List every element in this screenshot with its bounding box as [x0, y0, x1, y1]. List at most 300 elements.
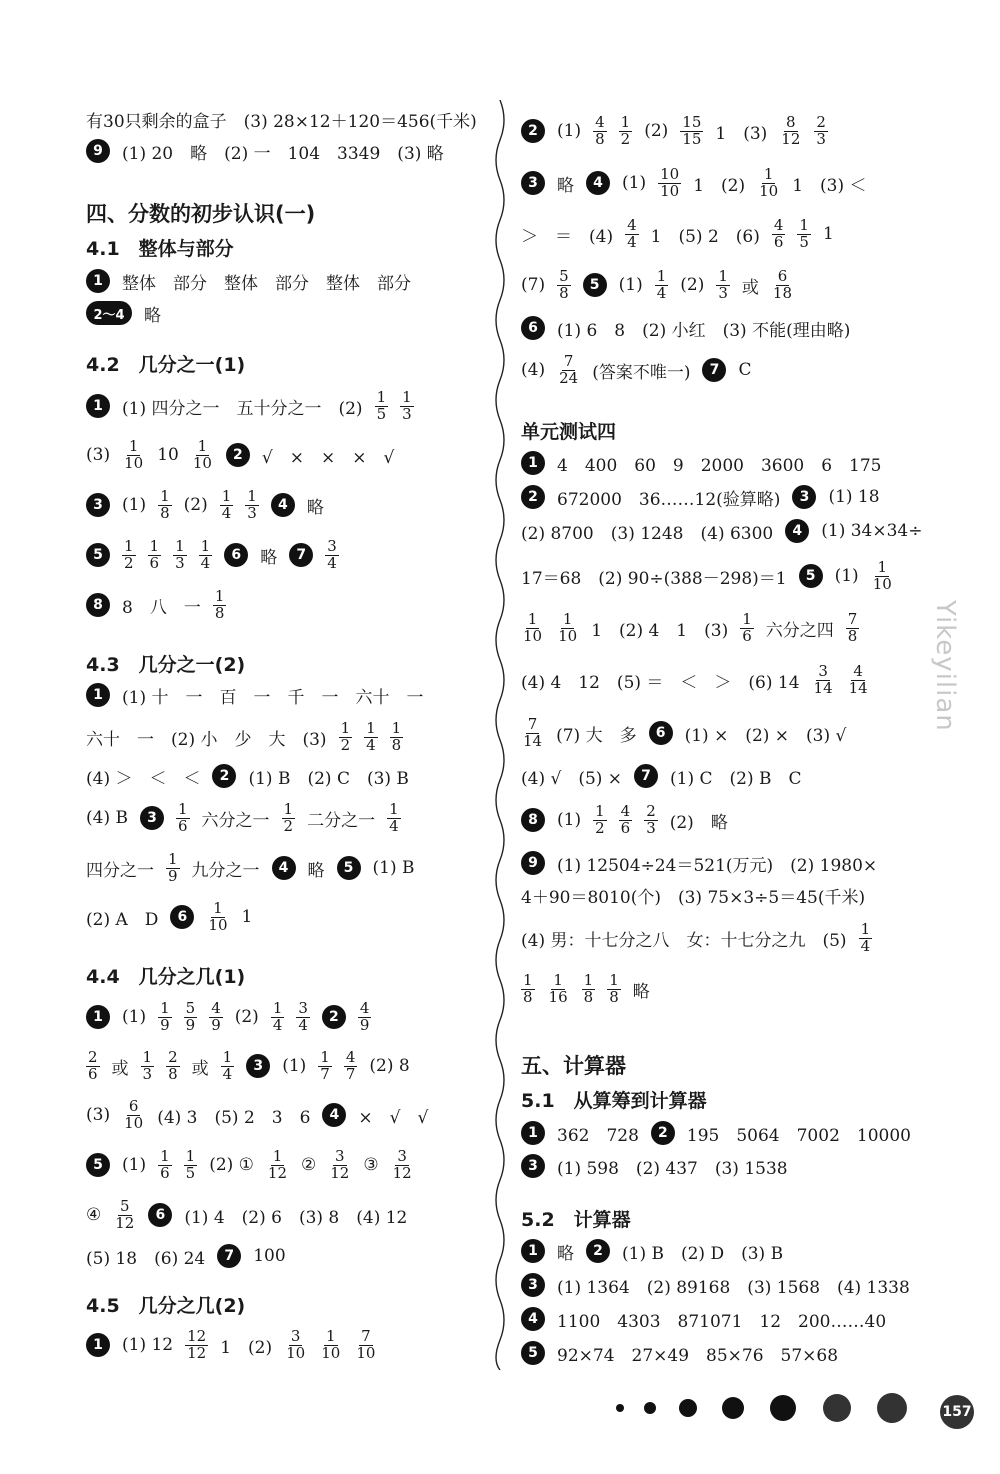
fraction-numerator: 1	[595, 802, 605, 821]
fraction-numerator: 1	[177, 800, 188, 819]
fraction-denominator: 9	[359, 1015, 370, 1034]
answer-text: (4) ＞ ＜ ＜	[86, 768, 201, 789]
answer-line	[521, 106, 840, 156]
question-number-badge: 4	[785, 519, 809, 543]
answer-text: (4) √ (5) ×	[521, 768, 623, 789]
page-number: 157	[940, 1395, 974, 1429]
question-number-badge: 8	[86, 593, 110, 617]
fraction-numerator: 1	[325, 1327, 336, 1346]
fraction-denominator: 7	[320, 1064, 330, 1083]
fraction	[757, 167, 780, 199]
question-number-badge: 2	[212, 764, 236, 788]
question-number-badge: 2	[322, 1005, 346, 1029]
answer-line	[86, 530, 351, 580]
answer-text: (2) ①	[209, 1155, 254, 1175]
fraction	[556, 612, 579, 644]
answer-text: 九分之一	[191, 860, 260, 881]
fraction-numerator: 1	[742, 610, 752, 629]
fraction	[122, 539, 136, 571]
answer-text: 整体 部分 整体 部分 整体 部分	[122, 273, 411, 294]
fraction	[400, 390, 414, 422]
fraction	[122, 1099, 145, 1131]
answer-text: (1)	[282, 1056, 307, 1076]
fraction-numerator: 1	[402, 388, 412, 407]
fraction-numerator: 4	[627, 216, 637, 235]
answer-text: 二分之一	[307, 810, 376, 831]
answer-text: 或	[111, 1058, 129, 1079]
section-heading: 四、分数的初步认识(一)	[86, 202, 316, 226]
answer-text: (2)	[644, 121, 669, 141]
answer-text: ④	[86, 1205, 102, 1225]
fraction	[619, 115, 633, 147]
answer-text: 1 (5) 2 (6)	[650, 226, 760, 247]
fraction-denominator: 10	[192, 453, 212, 472]
fraction	[375, 390, 389, 422]
fraction-denominator: 7	[345, 1064, 356, 1083]
subsection-heading: 5.2 计算器	[521, 1208, 631, 1231]
fraction	[284, 1329, 307, 1361]
answer-line	[521, 158, 879, 208]
fraction	[390, 721, 404, 753]
fraction	[521, 717, 544, 749]
fraction-numerator: 1	[168, 850, 178, 869]
fraction-numerator: 1	[160, 487, 170, 506]
fraction-numerator: 2	[816, 113, 826, 132]
fraction	[358, 1001, 372, 1033]
answer-line	[86, 1231, 298, 1281]
fraction	[213, 589, 227, 621]
answer-text: 100	[253, 1246, 286, 1266]
answer-line	[86, 288, 173, 338]
fraction-numerator: 3	[290, 1327, 301, 1346]
fraction-denominator: 12	[267, 1163, 288, 1182]
fraction-denominator: 12	[781, 129, 801, 148]
fraction	[141, 1050, 155, 1082]
fraction	[716, 269, 730, 301]
question-number-badge: 4	[586, 171, 610, 195]
fraction-denominator: 2	[595, 818, 605, 837]
answer-text: × √ √	[358, 1107, 429, 1128]
fraction	[158, 1001, 172, 1033]
fraction	[166, 1050, 180, 1082]
fraction-numerator: 3	[818, 662, 828, 681]
fraction-numerator: 4	[345, 1048, 356, 1067]
answer-text: (1)	[834, 566, 859, 586]
fraction-numerator: 1	[620, 113, 631, 132]
answer-text: (1) 12504÷24＝521(万元) (2) 1980×	[557, 855, 878, 876]
fraction-numerator: 2	[168, 1048, 178, 1067]
question-number-badge: 8	[521, 808, 545, 832]
answer-text: 362 728	[557, 1125, 639, 1146]
answer-text: (1) B (2) C (3) B	[248, 768, 409, 789]
fraction-denominator: 6	[177, 816, 188, 835]
fraction-denominator: 2	[340, 735, 351, 754]
fraction-denominator: 4	[221, 503, 232, 522]
question-number-badge: 4	[322, 1103, 346, 1127]
fraction-denominator: 3	[142, 1064, 153, 1083]
answer-text: (1) 十 一 百 一 千 一 六十 一	[122, 687, 424, 708]
question-number-badge: 2	[521, 119, 545, 143]
answer-text: 1 (3) ＜	[792, 175, 867, 196]
answer-text: (4) 4 12 (5) ＝ ＜ ＞ (6) 14	[521, 672, 800, 693]
question-number-badge: 5	[799, 564, 823, 588]
fraction-numerator: 1	[142, 1048, 153, 1067]
fraction	[680, 115, 703, 147]
question-number-badge: 3	[86, 493, 110, 517]
answer-text: 1100 4303 871071 12 200……40	[557, 1311, 887, 1332]
question-number-badge: 6	[170, 905, 194, 929]
fraction-numerator: 1	[175, 537, 185, 556]
fraction-numerator: 1	[214, 587, 225, 606]
answer-text: (7) 大 多	[556, 725, 637, 746]
fraction-numerator: 3	[335, 1147, 345, 1166]
subsection-heading: 4.5 几分之几(2)	[86, 1294, 246, 1317]
fraction	[619, 804, 633, 836]
fraction-numerator: 10	[660, 165, 680, 184]
answer-text: 1 (2) 4 1 (3)	[591, 620, 729, 641]
answer-text: (5) 18 (6) 24	[86, 1248, 206, 1269]
fraction	[521, 612, 544, 644]
fraction-denominator: 8	[847, 626, 858, 645]
question-number-badge: 6	[148, 1203, 172, 1227]
answer-text: ②	[301, 1155, 317, 1175]
fraction-numerator: 7	[563, 352, 574, 371]
fraction-numerator: 7	[527, 715, 538, 734]
fraction-denominator: 4	[656, 283, 667, 302]
answer-text: (1) 598 (2) 437 (3) 1538	[557, 1158, 788, 1179]
fraction-denominator: 4	[860, 936, 871, 955]
fraction	[593, 115, 607, 147]
answer-line	[86, 126, 456, 176]
fraction	[318, 1050, 332, 1082]
answer-text: (1) C (2) B C	[670, 768, 802, 789]
fraction-denominator: 6	[160, 1163, 170, 1182]
question-number-badge: 2	[651, 1121, 675, 1145]
fraction-numerator: 5	[559, 267, 569, 286]
fraction-numerator: 1	[222, 1048, 233, 1067]
fraction-denominator: 6	[620, 818, 631, 837]
fraction-denominator: 10	[660, 181, 680, 200]
fraction	[593, 804, 607, 836]
answer-line	[521, 551, 906, 601]
answer-text: 10	[157, 445, 179, 465]
subsection-heading: 4.2 几分之一(1)	[86, 353, 246, 376]
answer-line	[86, 1090, 440, 1140]
fraction	[797, 218, 811, 250]
question-number-badge: 7	[634, 764, 658, 788]
fraction-denominator: 3	[718, 283, 728, 302]
fraction-numerator: 1	[389, 800, 399, 819]
answer-text: (1)	[618, 275, 643, 295]
fraction-denominator: 4	[327, 553, 337, 572]
fraction	[209, 1001, 223, 1033]
fraction-denominator: 14	[523, 731, 543, 750]
fraction	[184, 1001, 198, 1033]
answer-text: (1) 1364 (2) 89168 (3) 1568 (4) 1338	[557, 1277, 910, 1298]
fraction-numerator: 3	[397, 1147, 407, 1166]
fraction-numerator: 1	[247, 487, 257, 506]
fraction	[325, 539, 339, 571]
fraction	[771, 269, 794, 301]
answer-text: (1)	[557, 121, 582, 141]
fraction	[364, 721, 378, 753]
fraction	[812, 664, 835, 696]
fraction	[847, 664, 870, 696]
answer-line	[86, 992, 383, 1042]
question-number-badge: 5	[86, 543, 110, 567]
fraction	[158, 1149, 172, 1181]
fraction-denominator: 8	[609, 987, 619, 1006]
answer-text: (1) B	[372, 858, 415, 878]
fraction	[206, 901, 229, 933]
fraction	[521, 973, 535, 1005]
question-number-badge: 4	[271, 493, 295, 517]
answer-line	[521, 655, 882, 705]
question-number-badge: 4	[521, 1307, 545, 1331]
answer-text: 1	[241, 907, 253, 927]
fraction	[122, 439, 145, 471]
fraction-numerator: 1	[376, 388, 387, 407]
fraction-numerator: 4	[359, 999, 370, 1018]
fraction-denominator: 2	[124, 553, 134, 572]
answer-text: (1) 18	[828, 487, 880, 507]
fraction	[658, 167, 681, 199]
answer-line	[521, 603, 871, 653]
fraction	[344, 1050, 358, 1082]
answer-text: (2) A D	[86, 909, 159, 930]
question-number-badge: 2	[586, 1239, 610, 1263]
fraction-denominator: 10	[523, 626, 543, 645]
answer-text: 六分之一	[201, 810, 270, 831]
answer-text: (2)	[680, 275, 705, 295]
answer-line	[521, 751, 814, 801]
fraction-denominator: 6	[149, 553, 160, 572]
fraction-denominator: 9	[185, 1015, 196, 1034]
answer-text: 略	[144, 305, 161, 326]
decorative-dots	[600, 1380, 990, 1440]
fraction	[191, 439, 214, 471]
fraction	[220, 489, 234, 521]
fraction-numerator: 1	[200, 537, 211, 556]
fraction	[176, 802, 190, 834]
fraction-denominator: 8	[214, 603, 225, 622]
fraction-denominator: 4	[200, 553, 211, 572]
fraction	[282, 802, 296, 834]
fraction	[199, 539, 213, 571]
answer-text: 或	[741, 277, 759, 298]
question-number-badge: 5	[583, 273, 607, 297]
fraction-denominator: 12	[330, 1163, 350, 1182]
fraction-denominator: 9	[168, 866, 178, 885]
question-number-badge: 3	[521, 1154, 545, 1178]
fraction	[655, 269, 669, 301]
question-number-badge: 3	[140, 806, 164, 830]
fraction-denominator: 14	[848, 678, 868, 697]
fraction-denominator: 4	[389, 816, 399, 835]
fraction	[185, 1329, 208, 1361]
fraction-denominator: 10	[321, 1343, 341, 1362]
answer-line	[86, 892, 264, 942]
answer-text: (1)	[622, 173, 647, 193]
fraction-denominator: 3	[247, 503, 257, 522]
answer-text: (2) 8700 (3) 1248 (4) 6300	[521, 523, 774, 544]
question-number-badge: 1	[86, 1333, 110, 1357]
answer-text: 1 (2)	[693, 175, 746, 196]
fraction	[779, 115, 802, 147]
fraction-denominator: 4	[298, 1015, 308, 1034]
fraction-denominator: 6	[88, 1064, 98, 1083]
fraction-numerator: 1	[283, 800, 294, 819]
fraction	[158, 489, 172, 521]
fraction-denominator: 4	[627, 232, 637, 251]
fraction-numerator: 5	[185, 999, 196, 1018]
question-number-badge: 3	[521, 1273, 545, 1297]
fraction-denominator: 8	[595, 129, 605, 148]
fraction-denominator: 8	[523, 987, 533, 1006]
answer-text: 略	[260, 547, 278, 568]
fraction	[547, 973, 570, 1005]
fraction-denominator: 5	[376, 404, 387, 423]
question-number-badge: 1	[86, 394, 110, 418]
fraction	[184, 1149, 198, 1181]
fraction-denominator: 10	[208, 915, 228, 934]
fraction	[557, 354, 580, 386]
question-number-badge: 1	[86, 683, 110, 707]
fraction-numerator: 6	[777, 267, 788, 286]
fraction-numerator: 1	[523, 971, 533, 990]
answer-text: 略	[306, 497, 324, 518]
fraction-numerator: 12	[187, 1327, 207, 1346]
fraction	[221, 1050, 235, 1082]
answer-line	[86, 793, 413, 843]
fraction-denominator: 10	[124, 453, 144, 472]
fraction-numerator: 4	[620, 802, 631, 821]
fraction	[582, 973, 596, 1005]
column-divider	[490, 100, 510, 1370]
fraction-denominator: 24	[559, 368, 579, 387]
question-number-badge: 2～4	[86, 301, 132, 325]
fraction-numerator: 1	[221, 487, 232, 506]
fraction-denominator: 5	[185, 1163, 196, 1182]
fraction	[266, 1149, 289, 1181]
answer-text: (1) 6 8 (2) 小红 (3) 不能(理由略)	[557, 320, 851, 341]
fraction	[846, 612, 860, 644]
fraction-numerator: 1	[213, 899, 223, 918]
answer-text: ③	[363, 1155, 379, 1175]
answer-text: 4 400 60 9 2000 3600 6 175	[557, 455, 882, 476]
fraction-numerator: 1	[763, 165, 774, 184]
answer-line	[86, 843, 427, 893]
fraction	[173, 539, 187, 571]
answer-text: (2) 8	[369, 1056, 410, 1076]
fraction-numerator: 15	[682, 113, 702, 132]
answer-line	[521, 913, 884, 963]
fraction	[271, 1001, 285, 1033]
fraction-numerator: 3	[298, 999, 308, 1018]
answer-text: (1)	[557, 810, 582, 830]
question-number-badge: 9	[521, 851, 545, 875]
subsection-heading: 4.3 几分之一(2)	[86, 653, 246, 676]
answer-text: (1)	[122, 1155, 147, 1175]
fraction-denominator: 12	[392, 1163, 412, 1182]
answer-text: (1) × (2) × (3) √	[684, 725, 847, 746]
question-number-badge: 6	[224, 543, 248, 567]
fraction-numerator: 4	[211, 999, 221, 1018]
answer-text: √ × × × √	[261, 447, 395, 468]
fraction-denominator: 4	[222, 1064, 233, 1083]
fraction-numerator: 1	[562, 610, 573, 629]
fraction-numerator: 7	[847, 610, 858, 629]
fraction	[871, 560, 894, 592]
answer-line	[86, 1140, 426, 1190]
answer-text: 四分之一	[86, 860, 154, 881]
answer-text: (4)	[521, 360, 546, 380]
answer-text: 六十 一 (2) 小 少 大 (3)	[86, 729, 327, 750]
fraction-denominator: 10	[124, 1113, 144, 1132]
answer-text: (1)	[122, 1007, 147, 1027]
fraction-numerator: 1	[124, 537, 134, 556]
answer-text: (3)	[86, 1105, 111, 1125]
fraction-numerator: 4	[595, 113, 605, 132]
question-number-badge: 1	[521, 1121, 545, 1145]
question-number-badge: 5	[521, 1341, 545, 1365]
answer-line	[521, 964, 662, 1014]
fraction-denominator: 8	[168, 1064, 178, 1083]
answer-text: (3)	[86, 445, 111, 465]
question-number-badge: 1	[86, 269, 110, 293]
answer-text: (1) 20 略 (2) 一 104 3349 (3) 略	[122, 143, 444, 164]
fraction-numerator: 1	[877, 558, 888, 577]
fraction-denominator: 2	[620, 129, 631, 148]
answer-text: 92×74 27×49 85×76 57×68	[557, 1345, 839, 1366]
question-number-badge: 7	[702, 358, 726, 382]
fraction-denominator: 18	[772, 283, 793, 302]
fraction-denominator: 10	[286, 1343, 306, 1362]
answer-text: 195 5064 7002 10000	[686, 1125, 911, 1146]
fraction-denominator: 14	[813, 678, 833, 697]
subsection-heading: 4.1 整体与部分	[86, 237, 234, 260]
answer-line	[521, 1141, 800, 1191]
fraction-denominator: 5	[799, 232, 809, 251]
answer-line	[86, 1320, 389, 1370]
fraction	[86, 1050, 100, 1082]
answer-text: 17＝68 (2) 90÷(388－298)＝1	[521, 568, 787, 589]
section-heading: 五、计算器	[521, 1054, 626, 1078]
question-number-badge: 2	[226, 443, 250, 467]
answer-text: (4) 男：十七分之八 女：十七分之九 (5)	[521, 930, 847, 951]
fraction-denominator: 10	[872, 574, 892, 593]
question-number-badge: 4	[272, 856, 296, 880]
fraction-denominator: 9	[211, 1015, 221, 1034]
fraction-numerator: 1	[583, 971, 594, 990]
fraction-numerator: 1	[128, 437, 139, 456]
fraction	[296, 1001, 310, 1033]
answer-line	[86, 580, 238, 630]
fraction-numerator: 1	[320, 1048, 330, 1067]
answer-text: (4) B	[86, 808, 128, 828]
fraction-numerator: 1	[340, 719, 351, 738]
fraction	[740, 612, 754, 644]
fraction	[245, 489, 259, 521]
fraction	[319, 1329, 342, 1361]
fraction-denominator: 10	[356, 1343, 376, 1362]
fraction-numerator: 4	[773, 216, 784, 235]
answer-text: (1) 34×34÷	[821, 521, 923, 541]
fraction-numerator: 1	[160, 999, 170, 1018]
answer-text: (4) 3 (5) 2 3 6	[157, 1107, 311, 1128]
fraction-numerator: 1	[860, 920, 871, 939]
fraction-numerator: 1	[718, 267, 728, 286]
